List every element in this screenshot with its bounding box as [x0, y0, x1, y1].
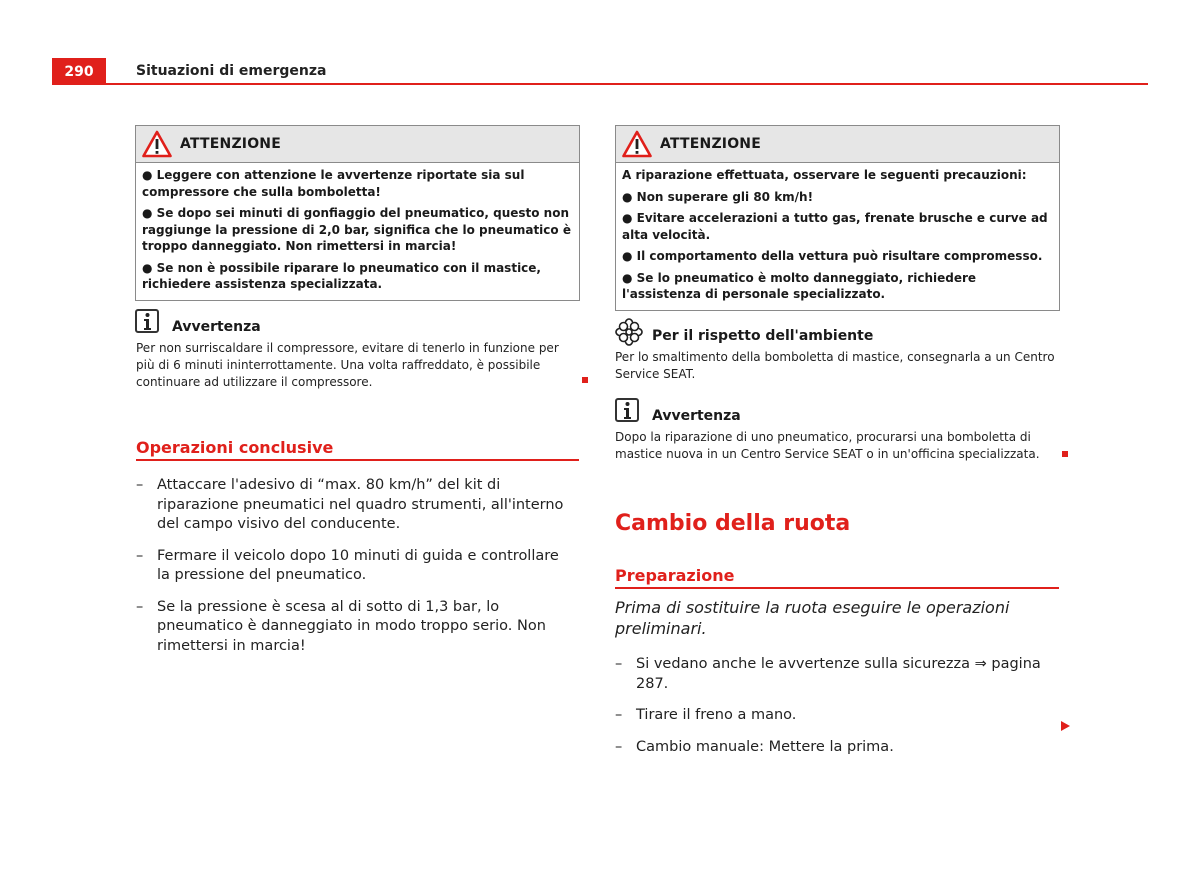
list-item: – Fermare il veicolo dopo 10 minuti di guida e controllare la pressione del pneumatico.	[136, 547, 571, 586]
warning-header	[616, 126, 1059, 163]
list-item: – Attaccare l'adesivo di “max. 80 km/h” del kit di riparazione pneumatici nel quadro strumenti, all'interno del campo visivo del conducente.	[136, 476, 571, 535]
list-item: – Se la pressione è scesa al di sotto di 1,3 bar, lo pneumatico è danneggiato in modo troppo serio. Non rimettersi in marcia!	[136, 598, 571, 657]
warning-intro: A riparazione effettuata, osservare le seguenti precauzioni:	[622, 168, 1027, 182]
section-title: Preparazione	[615, 566, 735, 585]
section-rule	[136, 459, 579, 461]
environment-note-text: Per lo smaltimento della bomboletta di mastice, consegnarla a un Centro Service SEAT.	[615, 350, 1055, 381]
warning-item: ● Evitare accelerazioni a tutto gas, frenate brusche e curve ad alta velocità.	[622, 211, 1048, 242]
procedure-list	[136, 476, 571, 668]
warning-title: ATTENZIONE	[660, 136, 761, 152]
header-rule	[52, 83, 1148, 85]
info-icon	[615, 398, 639, 426]
warning-body	[136, 163, 579, 300]
chapter-title: Cambio della ruota	[615, 511, 851, 536]
note-text: Dopo la riparazione di uno pneumatico, procurarsi una bomboletta di mastice nuova in un Centro Service SEAT o in un'officina specializzata.	[615, 430, 1040, 461]
warning-item: ● Il comportamento della vettura può risultare compromesso.	[622, 249, 1043, 263]
warning-item: ● Non superare gli 80 km/h!	[622, 189, 814, 204]
info-icon	[135, 309, 159, 337]
warning-header	[136, 126, 579, 163]
flower-icon	[615, 318, 643, 350]
warning-box-left	[135, 125, 580, 301]
list-item: – Cambio manuale: Mettere la prima.	[615, 738, 1060, 758]
list-item: – Si vedano anche le avvertenze sulla sicurezza ⇒ pagina 287.	[615, 655, 1060, 694]
warning-item: ● Se dopo sei minuti di gonfiaggio del pneumatico, questo non raggiunge la pressione di 2,0 bar, significa che lo pneumatico è troppo danneggiato. Non rimettersi in marcia!	[142, 206, 571, 253]
note-title: Avvertenza	[652, 408, 741, 424]
page-number: 290	[52, 58, 106, 84]
environment-note-title: Per il rispetto dell'ambiente	[652, 328, 874, 344]
continue-arrow-icon	[1061, 721, 1070, 731]
warning-body	[616, 163, 1059, 310]
warning-item: ● Se non è possibile riparare lo pneumatico con il mastice, richiedere assistenza specializzata.	[142, 260, 541, 291]
running-title: Situazioni di emergenza	[136, 63, 327, 79]
end-marker	[582, 377, 588, 383]
section-intro: Prima di sostituire la ruota eseguire le operazioni preliminari.	[615, 598, 1010, 638]
warning-item: ● Leggere con attenzione le avvertenze riportate sia sul compressore che sulla bomboletta!	[142, 168, 525, 199]
warning-box-right	[615, 125, 1060, 311]
end-marker	[1062, 451, 1068, 457]
procedure-list	[615, 655, 1060, 769]
warning-title: ATTENZIONE	[180, 136, 281, 152]
note-text: Per non surriscaldare il compressore, evitare di tenerlo in funzione per più di 6 minuti ininterrottamente. Una volta raffreddato, è possibile continuare ad utilizzare il compressore.	[136, 341, 559, 389]
section-title: Operazioni conclusive	[136, 438, 334, 457]
list-item: – Tirare il freno a mano.	[615, 706, 1060, 726]
note-title: Avvertenza	[172, 319, 261, 335]
warning-item: ● Se lo pneumatico è molto danneggiato, richiedere l'assistenza di personale specializzato.	[622, 270, 977, 301]
warning-triangle-icon	[622, 130, 652, 158]
section-rule	[615, 587, 1059, 589]
warning-triangle-icon	[142, 130, 172, 158]
